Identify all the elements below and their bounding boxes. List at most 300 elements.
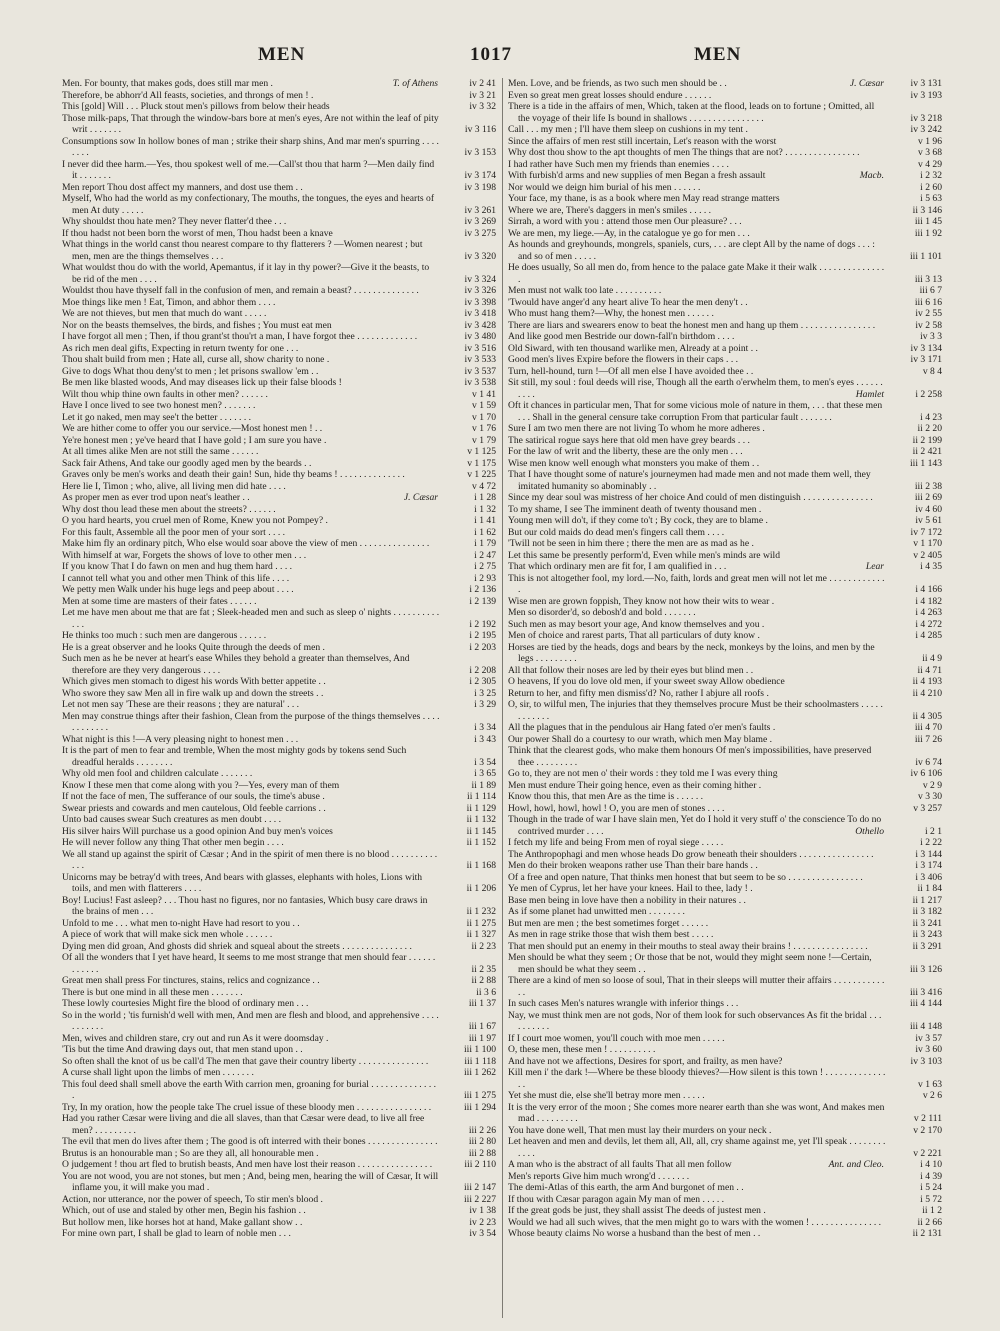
header-right-title: MEN: [694, 44, 742, 65]
act-scene-line-reference: [888, 251, 942, 263]
reference-text: iv 1 38: [469, 1205, 496, 1216]
reference-text: iv 3 21: [469, 89, 496, 101]
reference-text: v 1 70: [472, 411, 496, 423]
act-scene-line-reference: [888, 872, 942, 884]
concordance-entry: [62, 826, 496, 838]
quotation-text: All the plagues that in the pendulous air Hang fated o'er men's faults .: [508, 722, 776, 733]
quotation-text: That men should put an enemy in their mouths to steal away their brains ! . . . . . . . . . . . . . . . .: [508, 940, 868, 952]
act-scene-line-reference: [442, 308, 496, 320]
concordance-entry: [62, 734, 496, 746]
concordance-entry: [62, 527, 496, 539]
act-scene-line-reference: [888, 216, 942, 228]
quotation-text: Men may construe things after their fashion, Clean from the purpose of the things themselves . . . . . . . . . . . .: [62, 710, 440, 733]
quotation-text: Know thou this, that men Are as the time is . . . . . .: [508, 791, 704, 802]
reference-text: iii 1 45: [914, 216, 942, 227]
reference-text: i 3 65: [474, 768, 496, 779]
concordance-entry: [62, 630, 496, 642]
reference-text: iv 3 131: [910, 78, 942, 89]
reference-text: iv 3 480: [464, 331, 496, 342]
concordance-entry: [62, 653, 496, 676]
quotation-text: A piece of work that will make sick men whole . . . . . .: [62, 929, 273, 940]
concordance-entry: [508, 458, 942, 470]
reference-text: iv 7 172: [910, 526, 942, 538]
quotation-text: Since the affairs of men rest still incertain, Let's reason with the worst: [508, 135, 777, 147]
reference-text: ii 1 168: [466, 860, 496, 871]
reference-text: ii 2 421: [912, 446, 942, 457]
act-scene-line-reference: [442, 1205, 496, 1217]
concordance-entry: [62, 642, 496, 654]
concordance-entry: [508, 193, 942, 205]
reference-text: i 2 136: [469, 584, 496, 595]
reference-text: ii 4 193: [912, 676, 942, 687]
reference-text: ii 4 71: [917, 664, 942, 676]
quotation-text: Men, wives and children stare, cry out and run As it were doomsday .: [62, 1032, 329, 1044]
reference-text: iii 1 143: [910, 457, 942, 469]
act-scene-line-reference: [888, 987, 942, 999]
act-scene-line-reference: [442, 803, 496, 815]
reference-text: iv 2 58: [915, 319, 942, 331]
act-scene-line-reference: [442, 561, 496, 573]
reference-text: i 3 54: [474, 756, 496, 768]
concordance-entry: [62, 78, 496, 90]
concordance-entry: [508, 469, 942, 492]
concordance-entry: [508, 745, 942, 768]
concordance-entry: [508, 170, 942, 182]
concordance-entry: [508, 331, 942, 343]
reference-text: iv 3 3: [920, 331, 942, 342]
act-scene-line-reference: [888, 550, 942, 562]
reference-text: iv 3 134: [910, 342, 942, 354]
reference-text: v 1 41: [472, 388, 496, 400]
concordance-entry: [62, 308, 496, 320]
act-scene-line-reference: [442, 929, 496, 941]
header-left-title: MEN: [258, 44, 306, 65]
quotation-text: Whose beauty claims No worse a husband than the best of men . .: [508, 1228, 761, 1239]
act-scene-line-reference: [442, 1021, 496, 1033]
concordance-entry: [508, 596, 942, 608]
quotation-text: With furbish'd arms and new supplies of men Began a fresh assault: [508, 170, 766, 181]
concordance-entry: [62, 550, 496, 562]
reference-text: iv 2 55: [915, 308, 942, 319]
concordance-entry: [62, 492, 496, 504]
act-scene-line-reference: [888, 481, 942, 493]
reference-text: ii 3 182: [912, 906, 942, 917]
reference-text: iv 6 74: [915, 756, 942, 768]
reference-text: v 8 4: [922, 365, 942, 377]
act-scene-line-reference: [442, 297, 496, 309]
act-scene-line-reference: [442, 527, 496, 539]
concordance-entry: [62, 584, 496, 596]
left-column: [62, 78, 496, 1318]
act-scene-line-reference: [888, 527, 942, 539]
quotation-text: Brutus is an honourable man ; So are they all, all honourable men .: [62, 1147, 319, 1159]
concordance-entry: [508, 159, 942, 171]
act-scene-line-reference: [442, 366, 496, 378]
quotation-text: Why old men fool and children calculate . . . . . . .: [62, 768, 253, 779]
reference-text: v 2 170: [913, 1124, 942, 1136]
act-scene-line-reference: [442, 1033, 496, 1045]
concordance-entry: [508, 860, 942, 872]
quotation-text: If thou hadst not been born the worst of men, Thou hadst been a knave: [62, 227, 333, 239]
concordance-entry: [62, 1171, 496, 1194]
quotation-text: Nay, we must think men are not gods, Nor of them look for such observances As fit the bridal . . . . . . . . . .: [508, 1009, 882, 1032]
concordance-entry: [508, 101, 942, 124]
reference-text: iv 3 57: [915, 1032, 942, 1044]
quotation-text: That I have thought some of nature's journeymen had made men and not made them well, they imitated humanity so abominably . .: [508, 469, 871, 492]
quotation-text: This [gold] Will . . . Pluck stout men's pillows from below their heads: [62, 101, 330, 112]
concordance-entry: [62, 90, 496, 102]
concordance-entry: [508, 998, 942, 1010]
act-scene-line-reference: [888, 1171, 942, 1183]
quotation-text: Men of choice and rarest parts, That all particulars of duty know .: [508, 630, 760, 641]
quotation-text: His silver hairs Will purchase us a good opinion And buy men's voices: [62, 825, 333, 837]
act-scene-line-reference: [442, 1136, 496, 1148]
quotation-text: As proper men as ever trod upon neat's leather . .: [62, 492, 250, 503]
quotation-text: We petty men Walk under his huge legs and peep about . . . .: [62, 584, 294, 595]
concordance-entry: [508, 1159, 942, 1171]
concordance-entry: [508, 504, 942, 516]
reference-text: ii 2 35: [471, 963, 496, 975]
quotation-text: So in the world ; 'tis furnish'd well with men, And men are flesh and blood, and apprehensive . . . . . . . . . . .: [62, 1009, 439, 1032]
act-scene-line-reference: [442, 1228, 496, 1240]
act-scene-line-reference: [888, 676, 942, 688]
reference-text: iv 2 41: [469, 78, 496, 89]
concordance-entry: [62, 561, 496, 573]
concordance-entry: [62, 136, 496, 159]
concordance-entry: [508, 872, 942, 884]
concordance-entry: [62, 193, 496, 216]
act-scene-line-reference: [442, 331, 496, 343]
reference-text: i 4 39: [920, 1170, 942, 1182]
reference-text: iii 4 70: [914, 722, 942, 733]
concordance-entry: [62, 366, 496, 378]
quotation-text: Of a free and open nature, That thinks men honest that but seem to be so . . . . . . . . . . . . . . . .: [508, 871, 863, 883]
reference-text: iv 3 537: [464, 365, 496, 377]
quotation-text: To my shame, I see The imminent death of twenty thousand men .: [508, 503, 762, 515]
act-scene-line-reference: [888, 193, 942, 205]
reference-text: iii 1 37: [468, 998, 496, 1009]
concordance-entry: [62, 458, 496, 470]
reference-text: ii 3 241: [912, 917, 942, 929]
act-scene-line-reference: [888, 941, 942, 953]
quotation-text: Men so disorder'd, so debosh'd and bold . . . . . . .: [508, 607, 696, 618]
act-scene-line-reference: [442, 412, 496, 424]
act-scene-line-reference: [888, 768, 942, 780]
quotation-text: Ye men of Cyprus, let her have your knees. Hail to thee, lady ! .: [508, 883, 753, 894]
concordance-entry: [62, 596, 496, 608]
reference-text: iv 5 61: [915, 515, 942, 526]
act-scene-line-reference: [888, 435, 942, 447]
quotation-text: Give to dogs What thou deny'st to men ; let prisons swallow 'em . .: [62, 365, 319, 377]
act-scene-line-reference: [442, 642, 496, 654]
concordance-entry: [508, 239, 942, 262]
act-scene-line-reference: [888, 1056, 942, 1068]
act-scene-line-reference: [888, 366, 942, 378]
act-scene-line-reference: [442, 1148, 496, 1160]
reference-text: ii 2 23: [471, 940, 496, 952]
quotation-text: Swear priests and cowards and men cautelous, Old feeble carrions . .: [62, 802, 326, 814]
act-scene-line-reference: [888, 883, 942, 895]
quotation-text: Such men as he be never at heart's ease Whiles they behold a greater than themselves, And therefore are they very dangerous . . . .: [62, 653, 410, 676]
act-scene-line-reference: [859, 170, 942, 182]
reference-text: iii 2 110: [464, 1159, 496, 1170]
reference-text: v 1 59: [472, 400, 496, 411]
concordance-entry: [508, 1056, 942, 1068]
act-scene-line-reference: [888, 1194, 942, 1206]
concordance-entry: [62, 895, 496, 918]
concordance-entry: [508, 147, 942, 159]
reference-text: ii 1 2: [922, 1205, 942, 1216]
reference-text: v 1 79: [472, 434, 496, 446]
reference-text: v 3 257: [913, 802, 942, 814]
act-scene-line-reference: [888, 1079, 942, 1091]
reference-text: i 2 305: [469, 676, 496, 687]
quotation-text: Sack fair Athens, And take our goodly aged men by the beards . .: [62, 457, 312, 469]
reference-text: iv 3 533: [464, 354, 496, 365]
act-scene-line-reference: [442, 814, 496, 826]
reference-text: ii 1 89: [471, 779, 496, 791]
act-scene-line-reference: [888, 860, 942, 872]
act-scene-line-reference: [888, 1217, 942, 1229]
act-scene-line-reference: [888, 147, 942, 159]
quotation-text: Wise men are grown foppish, They know not how their wits to wear .: [508, 595, 775, 607]
act-scene-line-reference: [442, 975, 496, 987]
quotation-text: For the law of writ and the liberty, these are the only men . . .: [508, 446, 743, 457]
act-scene-line-reference: [828, 1159, 942, 1171]
concordance-entry: [62, 918, 496, 930]
concordance-entry: [62, 688, 496, 700]
concordance-entry: [508, 1228, 942, 1240]
act-scene-line-reference: [442, 688, 496, 700]
quotation-text: Let heaven and men and devils, let them all, All, all, cry shame against me, yet I'll speak . . . . . . . . . . . .: [508, 1136, 886, 1159]
quotation-text: What night is this !—A very pleasing night to honest men . . .: [62, 733, 299, 745]
reference-text: iii 7 26: [914, 733, 942, 745]
quotation-text: Make him fly an ordinary pitch, Who else would soar above the view of men . . . . . . . . . . . . . . .: [62, 538, 430, 549]
concordance-entry: [508, 918, 942, 930]
act-scene-line-reference: [442, 446, 496, 458]
concordance-entry: [62, 941, 496, 953]
concordance-entry: [508, 285, 942, 297]
reference-text: iii 1 118: [464, 1055, 496, 1067]
concordance-entry: [62, 515, 496, 527]
act-scene-line-reference: [888, 285, 942, 297]
quotation-text: O, these men, these men ! . . . . . . . . . .: [508, 1044, 656, 1055]
reference-text: i 4 35: [920, 561, 942, 572]
quotation-text: Ye're honest men ; ye've heard that I have gold ; I am sure you have .: [62, 434, 327, 446]
concordance-entry: [62, 435, 496, 447]
quotation-text: Let it go naked, men may see't the better . . . . . . .: [62, 411, 252, 423]
quotation-text: Moe things like men ! Eat, Timon, and abhor them . . . .: [62, 296, 276, 308]
quotation-text: Graves only be men's works and death their gain! Sun, hide thy beams ! . . . . . . . . . . . . . .: [62, 469, 405, 480]
concordance-entry: [508, 262, 942, 285]
act-scene-line-reference: [888, 895, 942, 907]
quotation-text: Unicorns may be betray'd with trees, And bears with glasses, elephants with holes, Lions with toils, and men with flatterers . . . .: [62, 871, 423, 894]
act-scene-line-reference: [403, 492, 496, 504]
reference-text: ii 4 9: [922, 653, 942, 664]
concordance-entry: [508, 642, 942, 665]
concordance-entry: [508, 837, 942, 849]
reference-text: ii 3 146: [912, 204, 942, 216]
reference-text: i 2 60: [920, 181, 942, 193]
reference-text: ii 2 66: [917, 1216, 942, 1228]
play-title: Macb.: [859, 170, 884, 181]
act-scene-line-reference: [442, 285, 496, 297]
concordance-entry: [62, 1194, 496, 1206]
reference-text: ii 1 145: [466, 825, 496, 837]
quotation-text: For mine own part, I shall be glad to learn of noble men . . .: [62, 1228, 291, 1239]
act-scene-line-reference: [442, 584, 496, 596]
quotation-text: In such cases Men's natures wrangle with inferior things . . .: [508, 998, 739, 1009]
reference-text: iv 3 174: [464, 170, 496, 181]
concordance-entry: [508, 952, 942, 975]
concordance-entry: [508, 573, 942, 596]
reference-text: iv 2 23: [469, 1216, 496, 1228]
concordance-entry: [508, 665, 942, 677]
act-scene-line-reference: [888, 998, 942, 1010]
reference-text: v 3 68: [918, 147, 942, 158]
quotation-text: Know I these men that come along with you ?—Yes, every man of them: [62, 779, 340, 791]
act-scene-line-reference: [888, 906, 942, 918]
quotation-text: As hounds and greyhounds, mongrels, spaniels, curs, . . . are clept All by the name of dogs . . . : and so of men . . . . .: [508, 239, 875, 262]
reference-text: v 1 175: [467, 457, 496, 469]
act-scene-line-reference: [888, 1148, 942, 1160]
concordance-entry: [62, 780, 496, 792]
reference-text: iii 4 144: [910, 998, 942, 1009]
act-scene-line-reference: [442, 101, 496, 113]
act-scene-line-reference: [888, 1205, 942, 1217]
act-scene-line-reference: [442, 665, 496, 677]
concordance-entry: [508, 550, 942, 562]
quotation-text: Where we are, There's daggers in men's smiles . . . . .: [508, 204, 712, 216]
reference-text: i 1 62: [474, 526, 496, 538]
concordance-entry: [508, 607, 942, 619]
reference-text: iv 3 103: [910, 1055, 942, 1067]
quotation-text: Turn, hell-hound, turn !—Of all men else I have avoided thee . .: [508, 365, 754, 377]
concordance-entry: [62, 423, 496, 435]
quotation-text: A man who is the abstract of all faults That all men follow: [508, 1159, 732, 1170]
concordance-entry: [62, 952, 496, 975]
quotation-text: Which gives men stomach to digest his words With better appetite . .: [62, 676, 326, 687]
reference-text: iv 3 516: [464, 342, 496, 354]
concordance-entry: [508, 722, 942, 734]
concordance-entry: [62, 1079, 496, 1102]
quotation-text: As if some planet had unwitted men . . . . . . . .: [508, 906, 685, 917]
reference-text: iii 1 100: [464, 1044, 496, 1055]
act-scene-line-reference: [442, 941, 496, 953]
reference-text: ii 3 291: [912, 940, 942, 952]
reference-text: ii 1 114: [467, 791, 496, 802]
reference-text: i 1 32: [474, 503, 496, 515]
act-scene-line-reference: [888, 619, 942, 631]
reference-text: i 4 263: [915, 607, 942, 618]
quotation-text: This is not altogether fool, my lord.—No, faith, lords and great men will not let me . . . . . . . . . . . . .: [508, 572, 885, 595]
act-scene-line-reference: [865, 561, 942, 573]
concordance-entry: [62, 1113, 496, 1136]
reference-text: ii 1 275: [466, 917, 496, 929]
act-scene-line-reference: [855, 825, 942, 838]
act-scene-line-reference: [888, 354, 942, 366]
concordance-entry: [508, 343, 942, 355]
quotation-text: Unfold to me . . . what men to-night Have had resort to you . .: [62, 917, 300, 929]
reference-text: iii 2 69: [914, 492, 942, 503]
concordance-entry: [62, 1148, 496, 1160]
concordance-entry: [62, 768, 496, 780]
quotation-text: O judgement ! thou art fled to brutish beasts, And men have lost their reason . . . . . . . . . . . . . . . .: [62, 1159, 433, 1170]
quotation-text: As rich men deal gifts, Expecting in return twenty for one . . .: [62, 342, 299, 354]
concordance-entry: [508, 1205, 942, 1217]
act-scene-line-reference: [888, 1044, 942, 1056]
act-scene-line-reference: [888, 929, 942, 941]
quotation-text: Be men like blasted woods, And may diseases lick up their false bloods !: [62, 377, 342, 388]
reference-text: iv 3 153: [464, 147, 496, 158]
reference-text: v 2 9: [922, 779, 942, 791]
quotation-text: Men should be what they seem ; Or those that be not, would they might seem none !—Certain, men should be what they seem . .: [508, 952, 872, 975]
quotation-text: Kill men i' the dark !—Where be these bloody thieves?—How silent is this town ! . . . . . . . . . . . . . . .: [508, 1067, 886, 1090]
reference-text: iv 6 106: [910, 768, 942, 779]
reference-text: i 2 139: [469, 595, 496, 607]
quotation-text: He is a great observer and he looks Quite through the deeds of men .: [62, 641, 325, 653]
quotation-text: Had you rather Cæsar were living and die all slaves, than that Cæsar were dead, to live all free men? . . . . . . . . .: [62, 1113, 425, 1136]
act-scene-line-reference: [442, 504, 496, 516]
reference-text: i 3 29: [474, 699, 496, 710]
quotation-text: This foul deed shall smell above the earth With carrion men, groaning for burial . . . . . . . . . . . . . . .: [62, 1078, 437, 1101]
reference-text: iv 3 193: [910, 89, 942, 101]
quotation-text: With himself at war, Forgets the shows of love to other men . . .: [62, 549, 307, 561]
concordance-entry: [508, 354, 942, 366]
quotation-text: Men's reports Give him much wrong'd . . . . . . .: [508, 1170, 690, 1182]
act-scene-line-reference: [888, 711, 942, 723]
reference-text: iv 3 324: [464, 273, 496, 285]
quotation-text: Our power Shall do a courtesy to our wrath, which men May blame .: [508, 733, 773, 745]
concordance-entry: [508, 630, 942, 642]
reference-text: iv 4 60: [915, 503, 942, 515]
reference-text: ii 3 6: [476, 986, 496, 998]
right-column: [508, 78, 942, 1318]
reference-text: iv 3 261: [464, 204, 496, 216]
reference-text: i 2 47: [474, 549, 496, 561]
reference-text: v 1 96: [918, 135, 942, 147]
act-scene-line-reference: [888, 918, 942, 930]
quotation-text: We are men, my liege.—Ay, in the catalogue ye go for men . . .: [508, 227, 750, 239]
act-scene-line-reference: [888, 124, 942, 136]
act-scene-line-reference: [392, 78, 496, 90]
act-scene-line-reference: [888, 734, 942, 746]
concordance-entry: [62, 1159, 496, 1171]
reference-text: iii 3 416: [910, 986, 942, 998]
act-scene-line-reference: [888, 274, 942, 286]
concordance-entry: [62, 239, 496, 262]
quotation-text: Unto bad causes swear Such creatures as men doubt . . . .: [62, 814, 281, 825]
act-scene-line-reference: [442, 320, 496, 332]
act-scene-line-reference: [888, 803, 942, 815]
reference-text: v 3 30: [918, 791, 942, 802]
act-scene-line-reference: [442, 216, 496, 228]
quotation-text: He will never follow any thing That other men begin . . . .: [62, 837, 284, 848]
act-scene-line-reference: [442, 1125, 496, 1137]
quotation-text: 'Tis but the time And drawing days out, that men stand upon . .: [62, 1044, 303, 1055]
quotation-text: Would we had all such wives, that the men might go to wars with the women ! . . . . . . . . . . . . . . .: [508, 1216, 882, 1228]
act-scene-line-reference: [888, 584, 942, 596]
quotation-text: Good men's lives Expire before the flowers in their caps . . .: [508, 354, 739, 365]
act-scene-line-reference: [442, 906, 496, 918]
quotation-text: The Anthropophagi and men whose heads Do grow beneath their shoulders . . . . . . . . . . . . . . . .: [508, 848, 874, 860]
act-scene-line-reference: [442, 699, 496, 711]
reference-text: ii 4 210: [912, 687, 942, 699]
act-scene-line-reference: [442, 630, 496, 642]
act-scene-line-reference: [442, 515, 496, 527]
quotation-text: O, sir, to wilful men, The injuries that they themselves procure Must be their schoolmasters . . . . . . . . . . . .: [508, 699, 883, 722]
act-scene-line-reference: [442, 1090, 496, 1102]
